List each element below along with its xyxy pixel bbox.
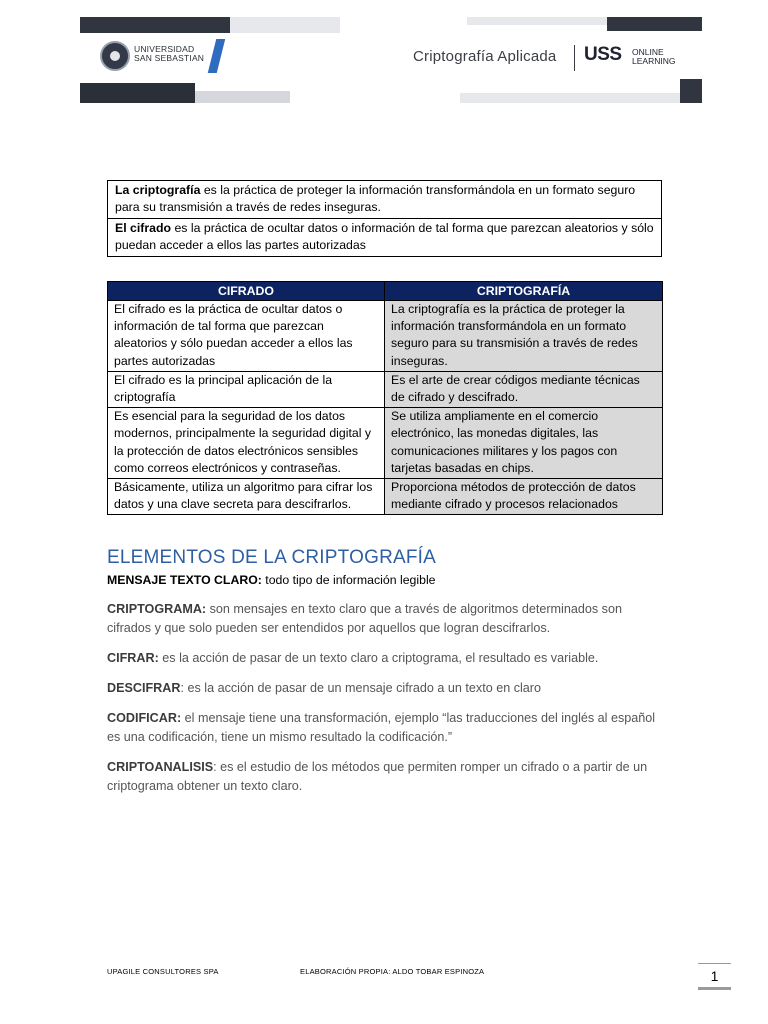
- criptografia-cell: Es el arte de crear códigos mediante técnicas de cifrado y descifrado.: [385, 371, 663, 407]
- element-text: : es el estudio de los métodos que permiten romper un cifrado o a partir de un criptograma obtener un texto claro.: [107, 760, 648, 793]
- university-name: [134, 45, 204, 63]
- element-text: todo tipo de información legible: [261, 573, 436, 587]
- brand-subtitle-line2: LEARNING: [632, 55, 676, 66]
- element-text: son mensajes en texto claro que a través de algoritmos determinados son cifrados y que solo pueden ser entendidos por aquellos que logran descifrarlos.: [107, 602, 622, 635]
- element-item: [107, 709, 667, 747]
- section-title: ELEMENTOS DE LA CRIPTOGRAFÍA: [107, 547, 437, 568]
- page-number: 1: [698, 963, 731, 990]
- brand-subtitle-line1: ONLINE: [632, 47, 664, 57]
- cifrado-cell: El cifrado es la principal aplicación de la criptografía: [108, 371, 385, 407]
- criptografia-cell: La criptografía es la práctica de proteger la información transformándola en un formato seguro para su transmisión a través de redes inseguras.: [385, 301, 663, 372]
- banner-decoration: [680, 79, 702, 103]
- banner-decoration: [230, 17, 340, 33]
- element-term: DESCIFRAR: [107, 681, 181, 695]
- comparison-header-row: [108, 282, 663, 301]
- definitions-table: [107, 180, 662, 257]
- banner-decoration: [195, 91, 290, 103]
- element-term: MENSAJE TEXTO CLARO:: [107, 573, 262, 587]
- banner-decoration: [80, 17, 230, 33]
- table-row: [108, 479, 663, 515]
- definition-term: El cifrado: [115, 221, 172, 235]
- table-row: [108, 371, 663, 407]
- university-name-line1: UNIVERSIDAD: [134, 44, 195, 54]
- definition-cell: [108, 181, 662, 219]
- course-title: Criptografía Aplicada: [413, 48, 557, 65]
- criptografia-cell: Proporciona métodos de protección de datos mediante cifrado y procesos relacionados: [385, 479, 663, 515]
- element-text: : es la acción de pasar de un mensaje cifrado a un texto en claro: [180, 681, 542, 695]
- element-item: [107, 600, 667, 638]
- header-cifrado: CIFRADO: [108, 282, 385, 301]
- header-banner: [80, 17, 702, 103]
- comparison-table: [107, 281, 663, 515]
- element-item: [107, 649, 667, 668]
- element-text: es la acción de pasar de un texto claro a criptograma, el resultado es variable.: [158, 651, 599, 665]
- criptografia-cell: Se utiliza ampliamente en el comercio electrónico, las monedas digitales, las comunicaciones militares y los pagos con tarjetas basadas en chips.: [385, 408, 663, 479]
- element-item: [107, 758, 667, 796]
- element-item: [107, 679, 667, 698]
- table-row: [108, 301, 663, 372]
- university-name-line2: SAN SEBASTIAN: [134, 53, 205, 63]
- footer-author: ELABORACIÓN PROPIA: ALDO TOBAR ESPINOZA: [300, 967, 485, 976]
- banner-decoration: [80, 83, 195, 103]
- brand-logo: USS: [584, 44, 622, 65]
- blue-slash-decoration: [208, 39, 225, 73]
- cifrado-cell: El cifrado es la práctica de ocultar datos o información de tal forma que parezcan aleatorios y sólo puedan acceder a ellos las partes autorizadas: [108, 301, 385, 372]
- cifrado-cell: Es esencial para la seguridad de los datos modernos, principalmente la seguridad digital y la protección de datos electrónicos sensibles como correos electrónicos y contraseñas.: [108, 408, 385, 479]
- element-text: el mensaje tiene una transformación, ejemplo “las traducciones del inglés al español es una codificación, tiene un mismo resultado la codificación.”: [107, 711, 656, 744]
- definition-cell: [108, 219, 662, 257]
- elements-section: [107, 546, 667, 796]
- definition-text: es la práctica de proteger la información transformándola en un formato seguro para su transmisión a través de redes inseguras.: [115, 183, 636, 214]
- header-divider: [574, 45, 575, 71]
- definition-row: [108, 181, 662, 219]
- university-seal-icon: [100, 41, 130, 71]
- banner-decoration: [607, 17, 702, 31]
- banner-decoration: [460, 93, 680, 103]
- element-term: CRIPTOGRAMA:: [107, 602, 207, 616]
- element-term: CODIFICAR:: [107, 711, 182, 725]
- definition-text: es la práctica de ocultar datos o información de tal forma que parezcan aleatorios y sólo puedan acceder a ellos las partes autorizadas: [115, 221, 654, 252]
- cifrado-cell: Básicamente, utiliza un algoritmo para cifrar los datos y una clave secreta para descifrarlos.: [108, 479, 385, 515]
- definition-term: La criptografía: [115, 183, 201, 197]
- element-item: [107, 572, 667, 589]
- table-row: [108, 408, 663, 479]
- footer-company: UPAGILE CONSULTORES SPA: [107, 967, 219, 976]
- banner-decoration: [467, 17, 607, 25]
- element-term: CRIPTOANALISIS: [107, 760, 214, 774]
- definition-row: [108, 219, 662, 257]
- brand-subtitle: [632, 48, 675, 65]
- element-term: CIFRAR:: [107, 651, 159, 665]
- header-criptografia: CRIPTOGRAFÍA: [385, 282, 663, 301]
